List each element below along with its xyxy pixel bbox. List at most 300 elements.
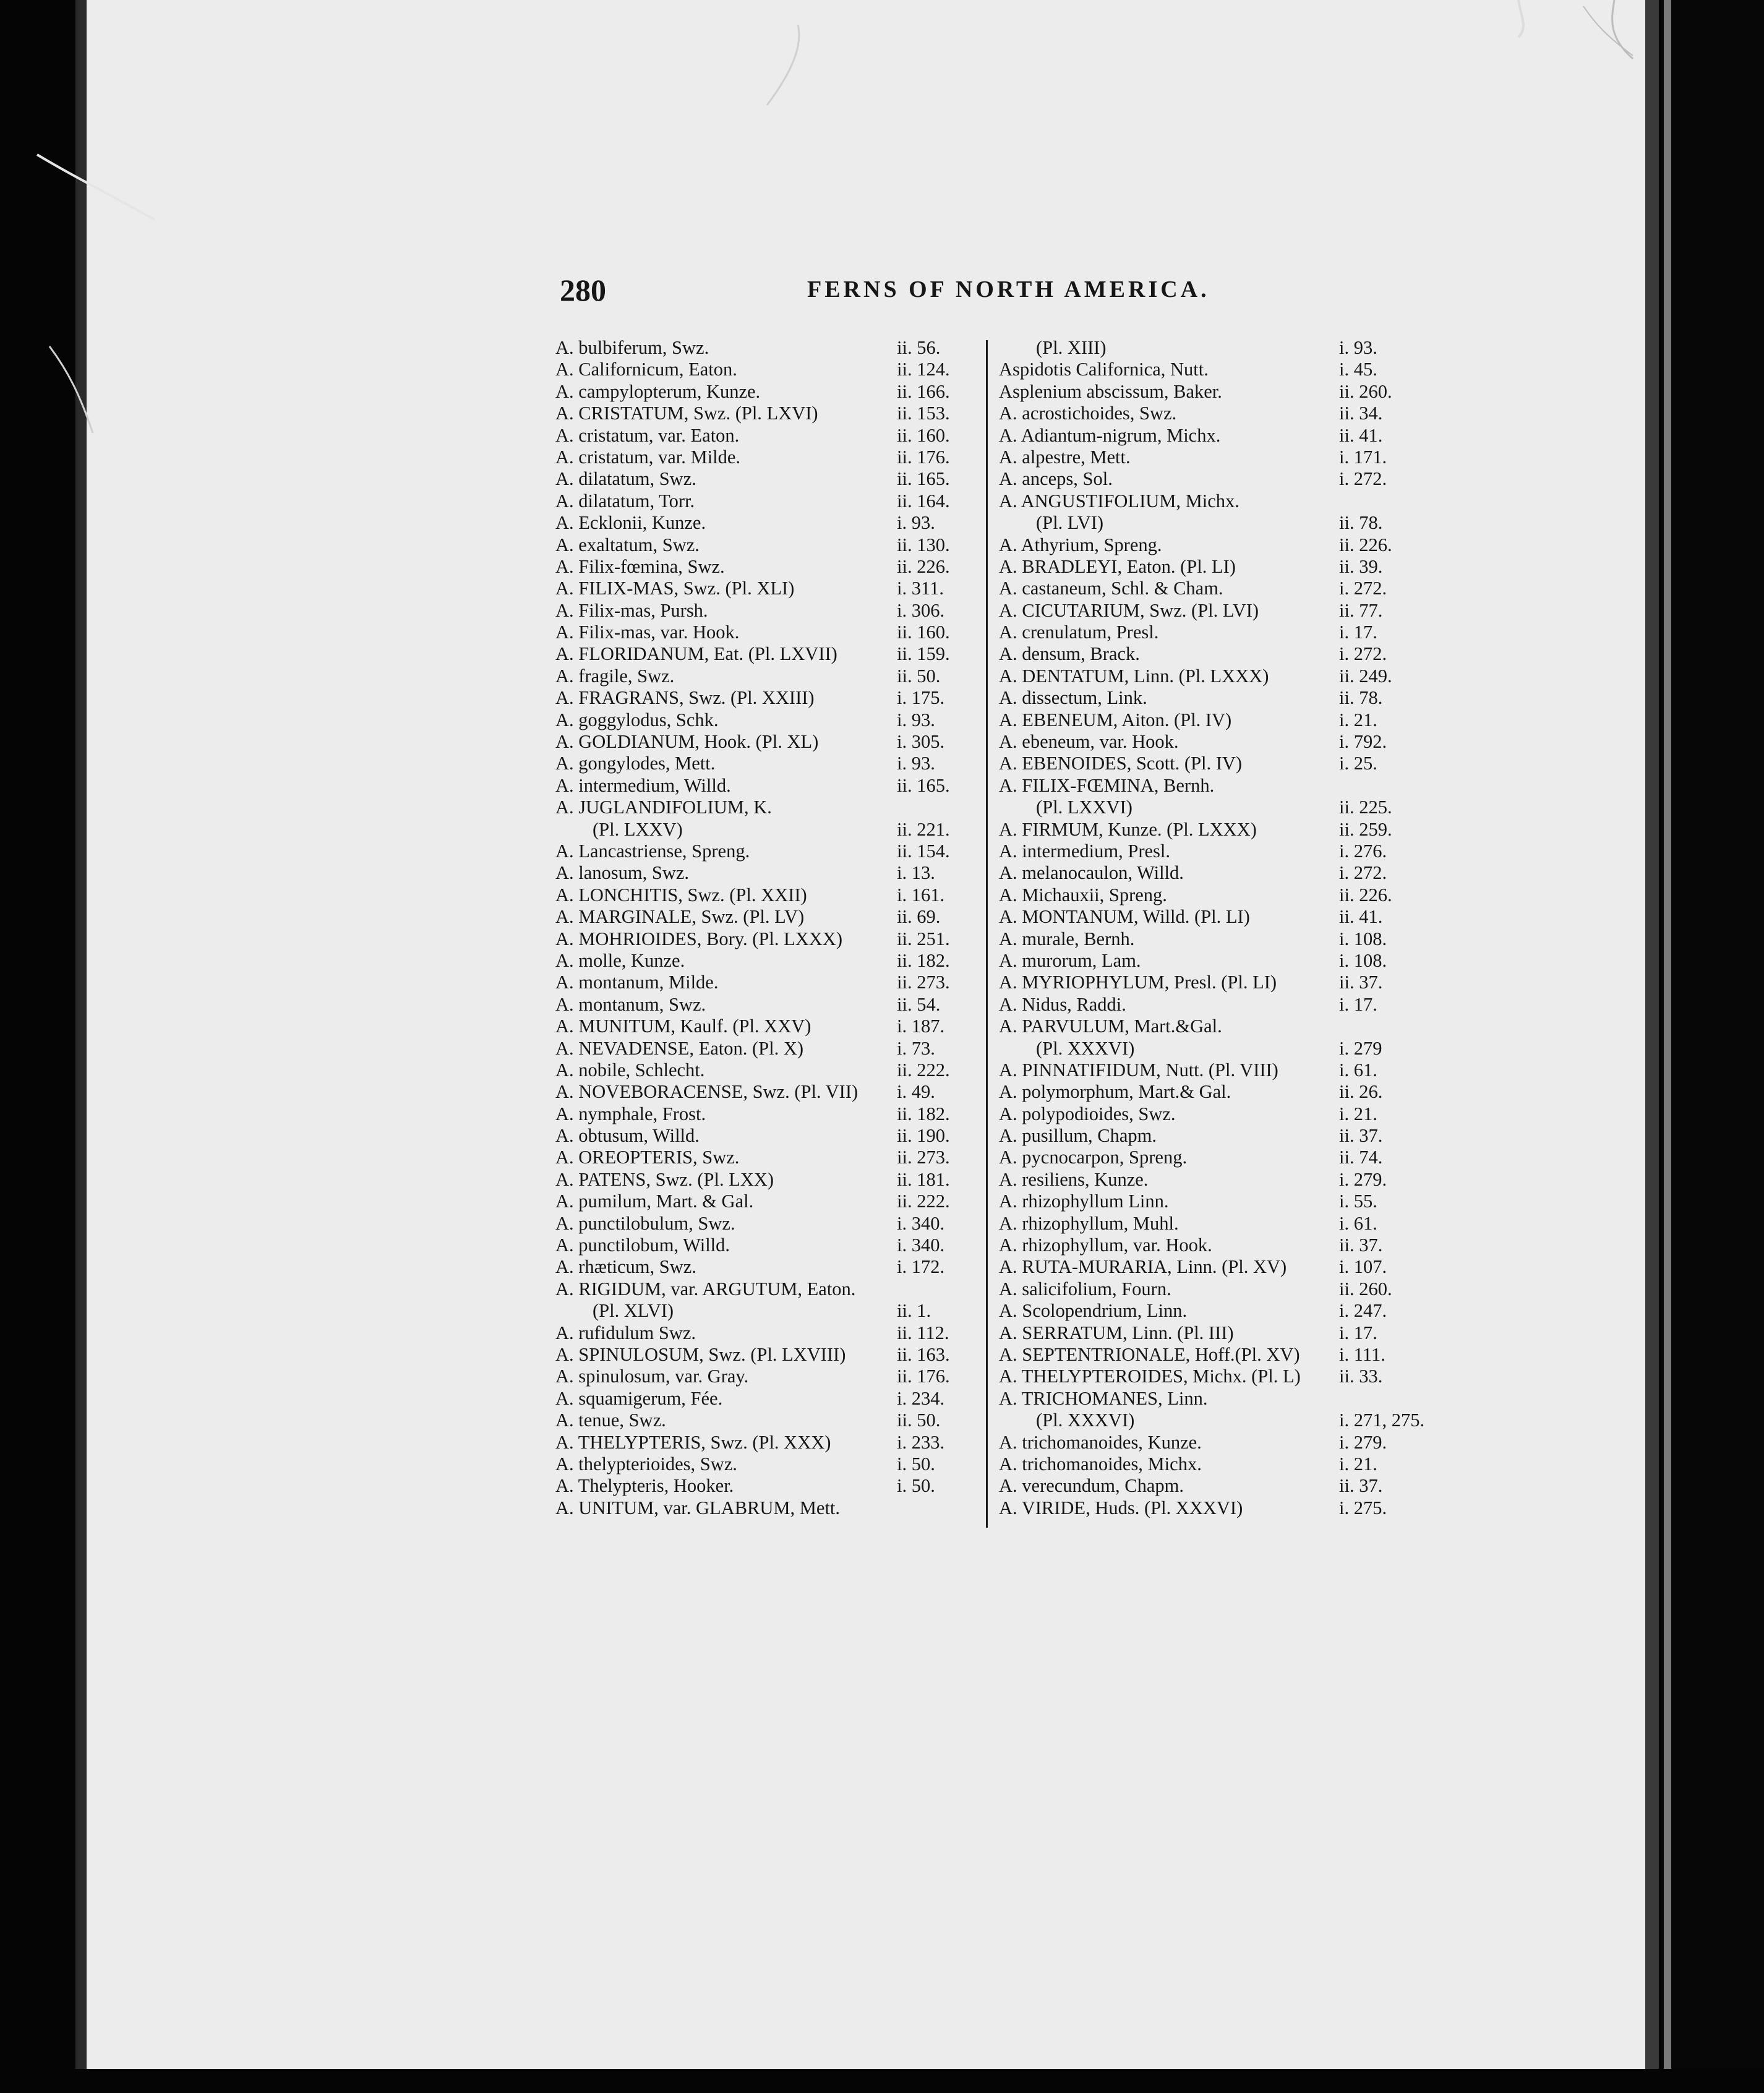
index-entry [999,468,1408,490]
running-title: FERNS OF NORTH AMERICA. [807,276,1210,302]
entry-reference: i. 161. [897,884,945,905]
index-entry [555,906,973,928]
entry-name: A. gongylodes, Mett. [555,753,716,774]
entry-reference: i. 93. [897,753,935,774]
entry-name: A. punctilobulum, Swz. [555,1212,735,1234]
entry-name: A. anceps, Sol. [999,468,1113,490]
entry-name: A. nymphale, Frost. [555,1103,706,1124]
entry-reference: ii. 251. [897,928,950,949]
entry-name: A. polypodioides, Swz. [999,1103,1176,1124]
entry-reference: ii. 37. [1339,1235,1383,1256]
entry-name: A. THELYPTERIS, Swz. (Pl. XXX) [555,1431,831,1453]
index-entry [999,1256,1408,1278]
entry-name: A. salicifolium, Fourn. [999,1278,1171,1299]
entry-reference: ii. 273. [897,1147,950,1168]
index-entry [999,381,1408,403]
entry-name: A. UNITUM, var. GLABRUM, Mett. [555,1497,841,1518]
entry-name: A. PATENS, Swz. (Pl. LXX) [555,1168,774,1190]
index-entry [999,578,1408,599]
entry-name: A. Scolopendrium, Linn. [999,1300,1188,1322]
entry-name: A. nobile, Schlecht. [555,1059,705,1081]
entry-name: A. ebeneum, var. Hook. [999,731,1179,753]
index-entry [999,1497,1408,1519]
index-entry [999,425,1408,447]
entry-name: A. pycnocarpon, Spreng. [999,1147,1188,1168]
index-entry [555,1059,973,1081]
entry-name: A. cristatum, var. Eaton. [555,424,740,446]
index-entry [999,337,1408,359]
index-entry [555,1103,973,1125]
entry-reference: ii. 159. [897,643,950,665]
entry-name: A. goggylodus, Schk. [555,709,719,730]
entry-name: (Pl. LXXVI) [1036,797,1132,818]
entry-reference: ii. 182. [897,1103,950,1124]
entry-name: A. obtusum, Willd. [555,1125,700,1147]
index-entry [999,1038,1408,1059]
entry-reference: i. 279 [1339,1037,1382,1059]
entry-reference: ii. 176. [897,446,950,468]
entry-reference: ii. 78. [1339,687,1383,709]
index-entry [999,687,1408,709]
entry-reference: ii. 165. [897,468,950,490]
index-entry [999,1235,1408,1256]
index-entry [999,906,1408,928]
entry-name: A. Filix-mas, var. Hook. [555,622,740,643]
entry-name: A. RIGIDUM, var. ARGUTUM, Eaton. [555,1278,856,1299]
index-entry [999,1169,1408,1191]
entry-reference: ii. 181. [897,1168,950,1190]
entry-reference: ii. 160. [897,622,950,643]
entry-name: (Pl. LXXV) [593,818,683,840]
index-entry [555,359,973,380]
entry-name: A. squamigerum, Fée. [555,1387,723,1409]
entry-reference: i. 272. [1339,468,1387,490]
entry-name: A. castaneum, Schl. & Cham. [999,578,1223,599]
entry-reference: i. 272. [1339,862,1387,884]
entry-name: A. CICUTARIUM, Swz. (Pl. LVI) [999,599,1259,621]
index-entry [999,797,1408,818]
index-entry [555,775,973,797]
entry-name: A. acrostichoides, Swz. [999,403,1177,424]
entry-reference: ii. 190. [897,1125,950,1147]
index-entry [555,1344,973,1366]
index-entry [555,622,973,643]
next-page-strip [1664,0,1671,2093]
index-entry [999,403,1408,424]
entry-name: A. dilatatum, Swz. [555,468,696,490]
entry-name: A. SEPTENTRIONALE, Hoff.(Pl. XV) [999,1343,1300,1365]
entry-reference: ii. 222. [897,1059,950,1081]
index-entry [555,1235,973,1256]
entry-name: A. trichomanoides, Kunze. [999,1431,1202,1453]
entry-name: A. Nidus, Raddi. [999,993,1126,1015]
entry-name: A. rhæticum, Swz. [555,1256,696,1278]
index-entry [555,468,973,490]
index-entry [999,600,1408,622]
index-entry [999,950,1408,972]
index-entry [555,490,973,512]
index-entry [555,972,973,993]
index-entry [999,1453,1408,1475]
entry-name: A. rufidulum Swz. [555,1322,696,1343]
index-entry [999,775,1408,797]
entry-name: A. EBENEUM, Aiton. (Pl. IV) [999,709,1232,730]
entry-reference: i. 175. [897,687,945,709]
entry-name: A. murale, Bernh. [999,928,1135,949]
index-entry [555,862,973,884]
entry-reference: i. 306. [897,599,945,621]
entry-reference: ii. 124. [897,359,950,380]
entry-reference: i. 271, 275. [1339,1410,1425,1431]
index-entry [555,447,973,468]
index-entry [999,359,1408,380]
entry-name: A. resiliens, Kunze. [999,1168,1149,1190]
index-entry [555,797,973,818]
index-entry [555,1191,973,1212]
entry-name: A. fragile, Swz. [555,665,675,687]
index-entry [555,819,973,841]
entry-reference: ii. 50. [897,665,941,687]
entry-name: (Pl. LVI) [1036,512,1104,534]
entry-reference: i. 272. [1339,643,1387,665]
entry-reference: i. 111. [1339,1343,1385,1365]
index-entry [555,1497,973,1519]
index-entry [555,731,973,753]
entry-name: A. dilatatum, Torr. [555,490,695,511]
index-entry [555,1453,973,1475]
entry-reference: ii. 77. [1339,599,1383,621]
index-entry [555,1475,973,1497]
entry-name: A. montanum, Milde. [555,972,719,993]
index-entry [999,884,1408,906]
entry-name: A. EBENOIDES, Scott. (Pl. IV) [999,753,1243,774]
entry-reference: i. 61. [1339,1212,1377,1234]
index-entry [999,643,1408,665]
entry-name: A. MOHRIOIDES, Bory. (Pl. LXXX) [555,928,842,949]
entry-reference: i. 13. [897,862,935,884]
entry-name: A. FILIX-FŒMINA, Bernh. [999,774,1215,796]
entry-reference: ii. 226. [897,555,950,577]
entry-name: A. melanocaulon, Willd. [999,862,1184,884]
index-entry [555,950,973,972]
entry-reference: ii. 1. [897,1300,931,1322]
entry-reference: i. 49. [897,1081,935,1103]
index-entry [999,1300,1408,1322]
index-entry [555,403,973,424]
index-entry [999,666,1408,687]
entry-name: A. polymorphum, Mart.& Gal. [999,1081,1231,1103]
entry-reference: ii. 54. [897,993,941,1015]
entry-name: A. Ecklonii, Kunze. [555,512,706,534]
index-entry [999,709,1408,731]
index-entry [999,731,1408,753]
index-entry [555,1388,973,1410]
entry-reference: ii. 154. [897,840,950,862]
entry-reference: ii. 78. [1339,512,1383,534]
entry-reference: i. 187. [897,1016,945,1037]
entry-name: A. RUTA-MURARIA, Linn. (Pl. XV) [999,1256,1287,1278]
index-entry [555,534,973,556]
entry-reference: ii. 50. [897,1410,941,1431]
index-entry [555,994,973,1016]
index-column-right [999,337,1425,1519]
entry-reference: i. 55. [1339,1191,1377,1212]
entry-reference: i. 93. [1339,337,1377,358]
entry-reference: ii. 225. [1339,797,1392,818]
entry-reference: i. 17. [1339,993,1377,1015]
column-divider [986,340,988,1528]
index-entry [999,1366,1408,1387]
entry-name: A. punctilobum, Willd. [555,1235,730,1256]
entry-reference: ii. 26. [1339,1081,1383,1103]
entry-reference: i. 340. [897,1212,945,1234]
index-entry [555,512,973,534]
index-entry [555,1300,973,1322]
entry-reference: i. 340. [897,1235,945,1256]
index-entry [999,490,1408,512]
index-column-left [555,337,973,1519]
index-entry [555,884,973,906]
entry-name: A. Michauxii, Spreng. [999,884,1167,905]
index-entry [555,1147,973,1168]
index-entry [555,841,973,862]
entry-reference: i. 305. [897,731,945,753]
index-entry [999,1016,1408,1037]
index-entry [999,622,1408,643]
entry-reference: ii. 165. [897,774,950,796]
index-entry [555,578,973,599]
entry-reference: ii. 130. [897,534,950,555]
entry-name: A. SPINULOSUM, Swz. (Pl. LXVIII) [555,1343,846,1365]
entry-name: A. alpestre, Mett. [999,446,1131,468]
scan-right-edge [1645,0,1764,2093]
entry-reference: ii. 33. [1339,1366,1383,1387]
entry-reference: i. 21. [1339,1453,1377,1475]
entry-reference: i. 234. [897,1387,945,1409]
entry-reference: ii. 176. [897,1366,950,1387]
index-entry [555,1125,973,1147]
index-entry [999,1344,1408,1366]
entry-name: A. pusillum, Chapm. [999,1125,1157,1147]
entry-name: A. rhizophyllum, var. Hook. [999,1235,1212,1256]
index-entry [999,994,1408,1016]
index-entry [555,643,973,665]
entry-name: (Pl. XXXVI) [1036,1410,1135,1431]
index-entry [999,1081,1408,1103]
index-entry [999,534,1408,556]
entry-reference: ii. 160. [897,424,950,446]
entry-reference: ii. 37. [1339,1475,1383,1497]
entry-reference: ii. 226. [1339,534,1392,555]
entry-name: A. thelypterioides, Swz. [555,1453,737,1475]
entry-name: A. cristatum, var. Milde. [555,446,741,468]
index-entry [555,600,973,622]
index-entry [555,709,973,731]
entry-reference: i. 107. [1339,1256,1387,1278]
entry-name: A. VIRIDE, Huds. (Pl. XXXVI) [999,1497,1243,1518]
index-entry [999,1475,1408,1497]
entry-name: A. ANGUSTIFOLIUM, Michx. [999,490,1240,511]
entry-name: A. tenue, Swz. [555,1410,666,1431]
entry-reference: ii. 41. [1339,906,1383,928]
page-number: 280 [560,273,606,307]
entry-reference: ii. 69. [897,906,941,928]
entry-reference: ii. 34. [1339,403,1383,424]
entry-reference: i. 272. [1339,578,1387,599]
index-entry [555,687,973,709]
entry-reference: i. 73. [897,1037,935,1059]
entry-reference: i. 25. [1339,753,1377,774]
index-entry [555,666,973,687]
index-entry [555,928,973,950]
entry-name: A. MYRIOPHYLUM, Presl. (Pl. LI) [999,972,1277,993]
entry-name: A. FILIX-MAS, Swz. (Pl. XLI) [555,578,795,599]
entry-name: A. BRADLEYI, Eaton. (Pl. LI) [999,555,1236,577]
entry-reference: ii. 74. [1339,1147,1383,1168]
index-entry [999,1213,1408,1235]
entry-name: A. molle, Kunze. [555,949,685,971]
entry-reference: i. 61. [1339,1059,1377,1081]
entry-name: A. crenulatum, Presl. [999,622,1159,643]
entry-name: A. Adiantum-nigrum, Michx. [999,424,1221,446]
index-entry [999,753,1408,774]
entry-name: A. Lancastriense, Spreng. [555,840,750,862]
scan-left-edge [0,0,87,2093]
entry-name: A. TRICHOMANES, Linn. [999,1387,1208,1409]
entry-name: A. MUNITUM, Kaulf. (Pl. XXV) [555,1016,811,1037]
entry-name: A. GOLDIANUM, Hook. (Pl. XL) [555,731,819,753]
entry-name: A. exaltatum, Swz. [555,534,700,555]
entry-reference: ii. 259. [1339,818,1392,840]
index-entry [999,1278,1408,1300]
index-entry [555,1016,973,1037]
entry-reference: ii. 37. [1339,972,1383,993]
index-entry [555,381,973,403]
entry-reference: i. 45. [1339,359,1377,380]
index-entry [555,1278,973,1300]
index-entry [555,556,973,578]
entry-name: A. Athyrium, Spreng. [999,534,1162,555]
index-entry [555,1213,973,1235]
entry-reference: ii. 222. [897,1191,950,1212]
index-entry [999,862,1408,884]
entry-name: A. THELYPTEROIDES, Michx. (Pl. L) [999,1366,1301,1387]
index-entry [555,1410,973,1431]
index-entry [555,337,973,359]
entry-name: A. murorum, Lam. [999,949,1141,971]
index-entry [999,841,1408,862]
entry-reference: ii. 226. [1339,884,1392,905]
entry-name: A. densum, Brack. [999,643,1140,665]
entry-reference: ii. 56. [897,337,941,358]
entry-reference: i. 17. [1339,1322,1377,1343]
entry-name: A. CRISTATUM, Swz. (Pl. LXVI) [555,403,818,424]
entry-reference: ii. 260. [1339,380,1392,402]
entry-reference: i. 50. [897,1453,935,1475]
entry-name: Asplenium abscissum, Baker. [999,380,1222,402]
entry-name: A. spinulosum, var. Gray. [555,1366,749,1387]
entry-reference: ii. 153. [897,403,950,424]
index-entry [999,1432,1408,1453]
index-entry [999,1103,1408,1125]
entry-reference: i. 172. [897,1256,945,1278]
entry-reference: ii. 182. [897,949,950,971]
index-entry [999,1410,1425,1431]
entry-reference: i. 93. [897,709,935,730]
entry-reference: ii. 260. [1339,1278,1392,1299]
entry-name: A. trichomanoides, Michx. [999,1453,1202,1475]
index-entry [555,1322,973,1344]
entry-reference: ii. 39. [1339,555,1383,577]
entry-name: A. intermedium, Willd. [555,774,731,796]
entry-reference: ii. 112. [897,1322,949,1343]
index-entry [999,928,1408,950]
entry-name: A. montanum, Swz. [555,993,706,1015]
index-entry [999,512,1408,534]
index-entry [999,1147,1408,1168]
entry-reference: i. 93. [897,512,935,534]
entry-reference: i. 275. [1339,1497,1387,1518]
entry-reference: i. 50. [897,1475,935,1497]
entry-reference: i. 311. [897,578,944,599]
entry-reference: ii. 163. [897,1343,950,1365]
index-entry [555,1256,973,1278]
entry-name: A. dissectum, Link. [999,687,1147,709]
index-entry [555,1432,973,1453]
entry-name: A. JUGLANDIFOLIUM, K. [555,797,772,818]
index-entry [555,1081,973,1103]
index-entry [555,1169,973,1191]
entry-reference: ii. 221. [897,818,950,840]
entry-name: A. Filix-fœmina, Swz. [555,555,725,577]
entry-name: A. pumilum, Mart. & Gal. [555,1191,754,1212]
entry-reference: i. 279. [1339,1168,1387,1190]
entry-name: A. lanosum, Swz. [555,862,690,884]
entry-reference: i. 17. [1339,622,1377,643]
index-entry [999,819,1408,841]
entry-reference: i. 276. [1339,840,1387,862]
entry-name: A. intermedium, Presl. [999,840,1171,862]
entry-name: (Pl. XIII) [1036,337,1107,358]
index-entry [999,1388,1408,1410]
entry-name: A. FRAGRANS, Swz. (Pl. XXIII) [555,687,815,709]
entry-name: A. PARVULUM, Mart.&Gal. [999,1016,1222,1037]
entry-name: Aspidotis Californica, Nutt. [999,359,1209,380]
entry-name: A. SERRATUM, Linn. (Pl. III) [999,1322,1234,1343]
entry-name: A. MARGINALE, Swz. (Pl. LV) [555,906,805,928]
entry-reference: ii. 41. [1339,424,1383,446]
index-entry [999,1059,1408,1081]
entry-name: A. OREOPTERIS, Swz. [555,1147,740,1168]
entry-reference: i. 171. [1339,446,1387,468]
index-entry [999,972,1408,993]
entry-name: (Pl. XXXVI) [1036,1037,1135,1059]
entry-reference: i. 108. [1339,949,1387,971]
entry-reference: ii. 249. [1339,665,1392,687]
entry-reference: i. 108. [1339,928,1387,949]
index-entry [555,1366,973,1387]
entry-name: A. bulbiferum, Swz. [555,337,709,358]
entry-name: A. NOVEBORACENSE, Swz. (Pl. VII) [555,1081,858,1103]
entry-reference: i. 279. [1339,1431,1387,1453]
index-entry [999,447,1408,468]
index-entry [555,425,973,447]
entry-reference: i. 21. [1339,1103,1377,1124]
entry-name: A. Filix-mas, Pursh. [555,599,708,621]
entry-name: A. DENTATUM, Linn. (Pl. LXXX) [999,665,1269,687]
entry-name: A. FIRMUM, Kunze. (Pl. LXXX) [999,818,1257,840]
entry-reference: ii. 37. [1339,1125,1383,1147]
